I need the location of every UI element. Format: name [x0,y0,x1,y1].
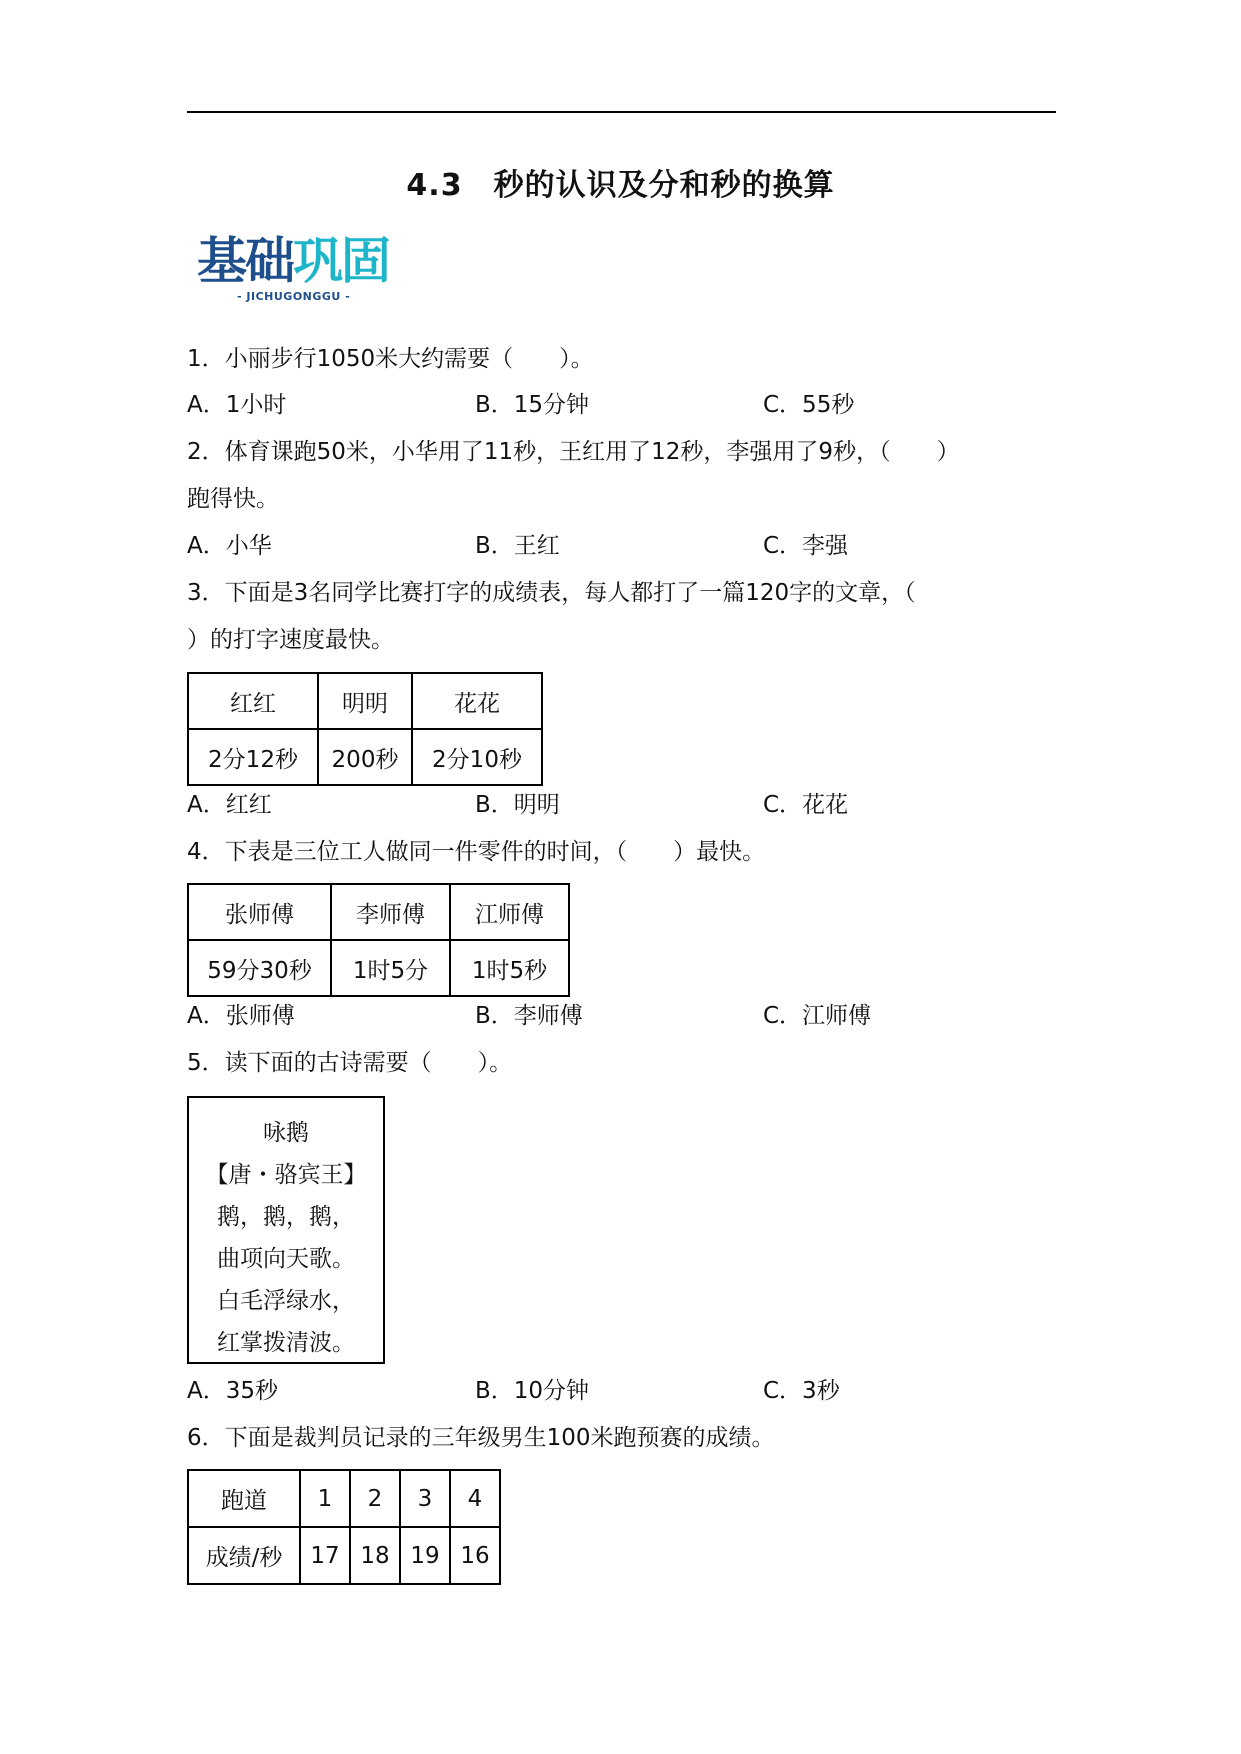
question-1-stem: 1．小丽步行1050米大约需要（ ）。 [187,346,594,372]
table-cell: 2分10秒 [412,729,542,785]
poem-author: 【唐・骆宾王】 [205,1162,367,1188]
question-3-stem-line-1: 3．下面是3名同学比赛打字的成绩表，每人都打了一篇120字的文章，（ [187,580,916,606]
question-3-stem-line-2: ）的打字速度最快。 [187,627,394,653]
table-header-cell: 3 [400,1470,450,1527]
question-3-option-a[interactable]: A．红红 [187,792,272,818]
question-5-option-c[interactable]: C．3秒 [763,1378,840,1404]
question-1-option-a[interactable]: A．1小时 [187,392,287,418]
poem-box [187,1096,385,1364]
question-4-table [187,883,570,997]
question-4-option-b[interactable]: B．李师傅 [475,1003,583,1029]
question-5-option-b[interactable]: B．10分钟 [475,1378,590,1404]
question-2-option-b[interactable]: B．王红 [475,533,560,559]
question-5-stem: 5．读下面的古诗需要（ ）。 [187,1050,513,1076]
question-4-stem: 4．下表是三位工人做同一件零件的时间，（ ）最快。 [187,839,766,865]
question-6-stem: 6．下面是裁判员记录的三年级男生100米跑预赛的成绩。 [187,1425,775,1451]
question-1-option-b[interactable]: B．15分钟 [475,392,590,418]
question-2-option-c[interactable]: C．李强 [763,533,849,559]
table-cell: 1时5秒 [450,940,569,996]
table-cell: 18 [350,1527,400,1584]
poem-line: 曲项向天歌。 [217,1246,355,1272]
question-6-table [187,1469,501,1585]
logo-subtitle: - JICHUGONGGU - [237,290,351,303]
poem-title: 咏鹅 [263,1120,309,1146]
table-cell: 成绩/秒 [188,1527,300,1584]
table-header-cell: 4 [450,1470,500,1527]
question-3-table [187,672,543,786]
poem-line: 鹅，鹅，鹅， [217,1204,355,1230]
header-rule [187,111,1056,113]
page-title: 4.3 秒的认识及分和秒的换算 [406,168,835,203]
table-header-cell: 李师傅 [331,884,450,940]
table-cell: 19 [400,1527,450,1584]
question-1-option-c[interactable]: C．55秒 [763,392,855,418]
question-3-option-c[interactable]: C．花花 [763,792,849,818]
question-2-option-a[interactable]: A．小华 [187,533,272,559]
table-header-cell: 张师傅 [188,884,331,940]
table-cell: 200秒 [318,729,412,785]
section-logo [197,232,412,306]
poem-line: 红掌拨清波。 [217,1330,355,1356]
question-3-option-b[interactable]: B．明明 [475,792,560,818]
table-header-cell: 明明 [318,673,412,729]
logo-text: 基础巩固 [197,232,389,290]
table-cell: 59分30秒 [188,940,331,996]
table-header-cell: 花花 [412,673,542,729]
question-4-option-c[interactable]: C．江师傅 [763,1003,872,1029]
poem-line: 白毛浮绿水， [217,1288,355,1314]
table-header-cell: 2 [350,1470,400,1527]
question-5-option-a[interactable]: A．35秒 [187,1378,279,1404]
table-header-cell: 江师傅 [450,884,569,940]
table-cell: 2分12秒 [188,729,318,785]
table-header-cell: 1 [300,1470,350,1527]
table-header-cell: 红红 [188,673,318,729]
question-4-option-a[interactable]: A．张师傅 [187,1003,295,1029]
table-cell: 16 [450,1527,500,1584]
question-2-stem-line-2: 跑得快。 [187,486,279,512]
table-header-cell: 跑道 [188,1470,300,1527]
table-cell: 1时5分 [331,940,450,996]
table-cell: 17 [300,1527,350,1584]
question-2-stem-line-1: 2．体育课跑50米，小华用了11秒，王红用了12秒，李强用了9秒，（ ） [187,439,960,465]
